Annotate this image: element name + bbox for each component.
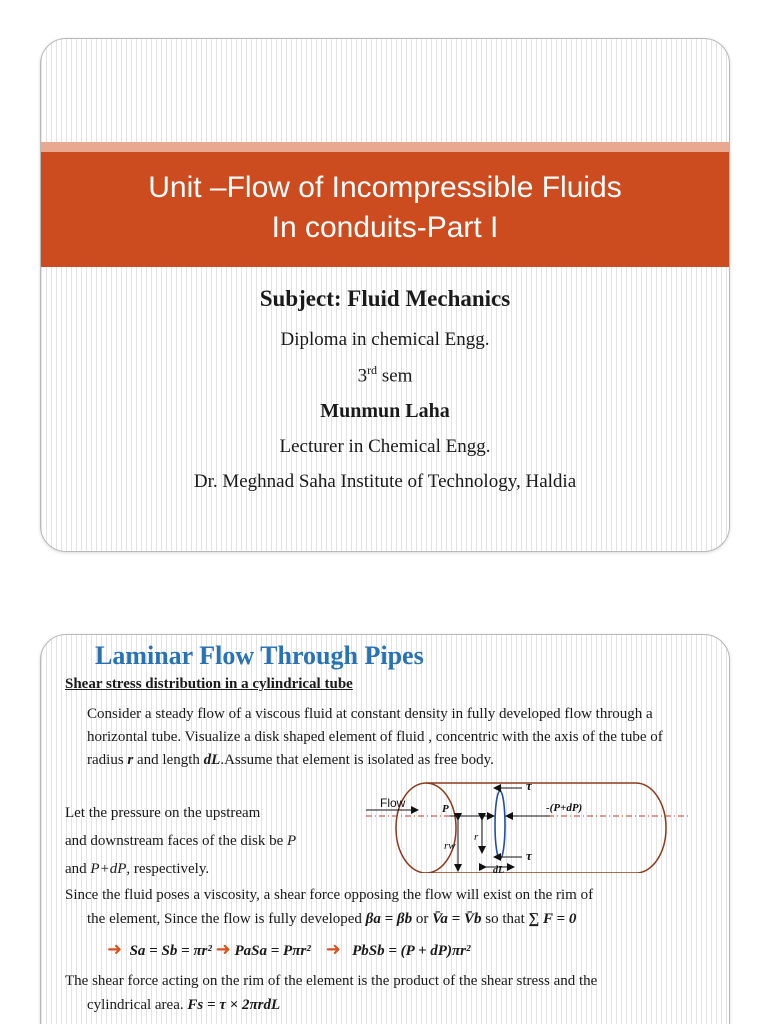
para-text-b: and length <box>133 752 204 768</box>
shear-force-line-2-text: cylindrical area. <box>87 997 188 1013</box>
area-equation: Sa = Sb = πr² <box>129 943 212 959</box>
so-that-text: so that <box>481 911 525 927</box>
or-text: or <box>412 911 433 927</box>
arrow-right-icon: ➜ <box>107 939 123 959</box>
arrow-right-icon: ➜ <box>215 939 231 959</box>
intro-paragraph <box>87 703 699 772</box>
shear-label-bottom: τ <box>526 848 532 863</box>
flow-label: Flow <box>380 796 406 810</box>
pressure-symbol: P <box>287 833 297 849</box>
slide-title: Laminar Flow Through Pipes <box>95 641 424 670</box>
disk-element <box>495 791 505 859</box>
shear-label-top: τ <box>526 778 532 793</box>
semester-text <box>41 363 729 387</box>
pressure-line-3-and: and <box>65 861 91 877</box>
area-equations-line <box>107 939 470 960</box>
viscosity-line-2-text: the element, Since the flow is fully developed <box>87 911 366 927</box>
para-length-symbol: dL <box>203 752 221 768</box>
force-sum-equation: ∑ F = 0 <box>528 911 577 927</box>
author-name: Munmun Laha <box>320 400 450 422</box>
pressure-line-3 <box>65 861 209 878</box>
title-slide <box>40 38 730 552</box>
section-heading: Shear stress distribution in a cylindrical tube <box>65 676 353 692</box>
subject-text: Subject: Fluid Mechanics <box>259 286 511 311</box>
velocity-equation: V̄a = V̄b <box>432 911 482 927</box>
pressure-line-1: Let the pressure on the upstream <box>65 805 261 821</box>
para-text-a: Consider a steady flow of a viscous fluid at constant density in fully developed flow through a horizontal tube. Visualize a disk shaped element of fluid , concentric with the axis of the tube of radius <box>87 706 663 768</box>
pressure-line-2-text: and downstream faces of the disk be <box>65 833 288 849</box>
title-line-2: In conduits-Part I <box>271 211 499 244</box>
sem-word: sem <box>377 365 413 387</box>
length-label: dL <box>493 865 505 873</box>
downstream-force-equation: PbSb = (P + dP)πr² <box>352 943 471 959</box>
diploma-text: Diploma in chemical Engg. <box>280 329 490 350</box>
pressure-line-3-text: , respectively. <box>126 861 210 877</box>
pressure-plus-symbol: P+dP <box>90 861 127 877</box>
pressure-line-2 <box>65 833 296 850</box>
content-slide <box>40 634 730 1024</box>
wall-radius-label: rw <box>444 840 456 852</box>
arrow-right-icon: ➜ <box>325 939 341 959</box>
shear-force-line-1: The shear force acting on the rim of the element is the product of the shear stress and the <box>65 973 598 989</box>
viscosity-line-2 <box>87 911 576 928</box>
para-radius-symbol: r <box>127 752 134 768</box>
sem-number: 3 <box>357 365 368 387</box>
pipe-element-diagram <box>336 773 716 873</box>
institute-name: Dr. Meghnad Saha Institute of Technology, Haldia <box>193 471 577 492</box>
title-band <box>41 152 729 267</box>
pipe-front-rim <box>426 783 456 873</box>
viscosity-line-1: Since the fluid poses a viscosity, a shear force opposing the flow will exist on the rim of <box>65 887 594 903</box>
upstream-pressure-label: P <box>442 803 449 815</box>
para-text-c: .Assume that element is isolated as free body. <box>220 752 494 768</box>
sem-superscript: rd <box>367 363 378 377</box>
title-line-1: Unit –Flow of Incompressible Fluids <box>148 171 622 204</box>
radius-label: r <box>474 831 479 843</box>
beta-equation: βa = βb <box>365 911 413 927</box>
upstream-force-equation: PaSa = Pπr² <box>234 943 311 959</box>
title-band-accent <box>41 142 729 152</box>
shear-force-equation: Fs = τ × 2πrdL <box>187 997 281 1013</box>
author-position: Lecturer in Chemical Engg. <box>279 436 491 457</box>
downstream-pressure-label: -(P+dP) <box>546 802 583 814</box>
shear-force-line-2 <box>87 997 280 1014</box>
